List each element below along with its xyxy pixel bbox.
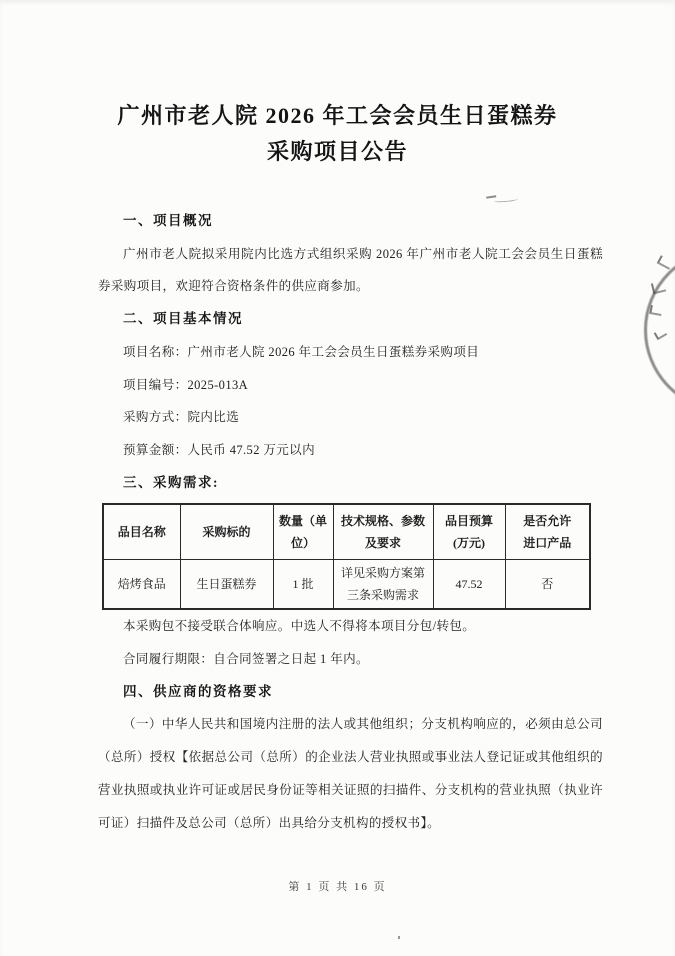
scan-speck	[398, 936, 400, 939]
supplier-qualifications-paragraph: （一）中华人民共和国境内注册的法人或其他组织；分支机构响应的，必须由总公司（总所）授权【依据总公司（总所）的企业法人营业执照或事业法人登记证或其他组织的营业执照或执业许可证或居民身份证等相关证照的扫描件、分支机构的营业执照（执业许可证）扫描件及总公司（总所）出具给分支机构的授权书】。	[98, 717, 603, 830]
cell-import-allowed: 否	[505, 559, 590, 609]
procurement-requirements-table	[102, 503, 591, 610]
project-number-line: 项目编号：2025-013A	[123, 377, 249, 392]
cell-quantity: 1 批	[273, 559, 333, 609]
table-row	[103, 559, 590, 609]
table-header-import-allowed: 是否允许进口产品	[505, 504, 590, 559]
section-heading-project-overview: 一、项目概况	[123, 213, 213, 228]
cell-procurement-subject: 生日蛋糕券	[180, 559, 273, 609]
section-heading-supplier-qualifications: 四、供应商的资格要求	[123, 683, 273, 699]
table-header-tech-specs: 技术规格、参数及要求	[333, 504, 433, 559]
table-header-row	[103, 504, 590, 559]
no-consortium-note: 本采购包不接受联合体响应。中选人不得将本项目分包/转包。	[123, 619, 476, 634]
contract-period-note: 合同履行期限：自合同签署之日起 1 年内。	[123, 652, 369, 667]
cell-item-budget: 47.52	[433, 559, 505, 609]
project-name-line: 项目名称：广州市老人院 2026 年工会会员生日蛋糕券采购项目	[123, 344, 480, 359]
footer-page-number: 第 1 页 共 16 页	[288, 881, 387, 893]
cell-item-name: 焙烤食品	[103, 559, 180, 609]
section-heading-procurement-requirements: 三、采购需求:	[123, 474, 219, 490]
page-title	[0, 98, 675, 170]
page-title-line2: 采购项目公告	[266, 139, 408, 164]
seal-ink-mark	[649, 305, 662, 316]
section-heading-basic-info: 二、项目基本情况	[123, 311, 243, 327]
scan-smudge	[486, 193, 520, 203]
table-header-quantity-unit: 数量（单位）	[273, 504, 333, 559]
table-header-procurement-subject: 采购标的	[180, 504, 273, 559]
document-body	[98, 205, 603, 839]
page-title-line1: 广州市老人院 2026 年工会会员生日蛋糕券	[117, 103, 558, 128]
table-header-item-budget: 品目预算(万元)	[433, 504, 505, 559]
project-overview-paragraph: 广州市老人院拟采用院内比选方式组织采购 2026 年广州市老人院工会会员生日蛋糕券采购项目，欢迎符合资格条件的供应商参加。	[98, 246, 603, 294]
table-header-item-name: 品目名称	[103, 504, 180, 559]
cell-tech-specs: 详见采购方案第三条采购需求	[333, 559, 433, 609]
procurement-method-line: 采购方式：院内比选	[123, 410, 240, 425]
budget-amount-line: 预算金额：人民币 47.52 万元以内	[123, 442, 315, 457]
